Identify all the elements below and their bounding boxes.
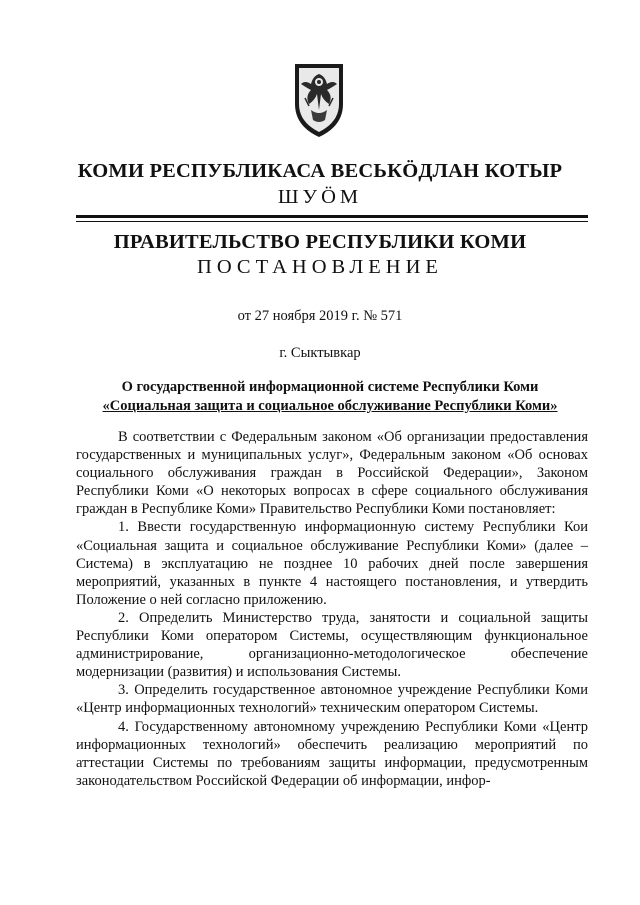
item-paragraph: 1. Ввести государственную информационную систему Республики Кои «Социальная защита и социальное обслуживание Республики Коми» (далее – Система) в эксплуатацию не позднее 10 рабочих дней после завершения мероприятий, указанных в пункте 4 настоящего постановления, и утвердить Положение о ней согласно приложению. — [76, 519, 588, 608]
preamble-paragraph: В соответствии с Федеральным законом «Об организации предоставления государственных и муниципальных услуг», Федеральным законом «Об основах социального обслуживания граждан в Российской Федерации», Законом Республики Коми «О некоторых вопросах в сфере социального обслуживания граждан в Республике Коми» Правительство Республики Коми постановляет: — [76, 429, 588, 518]
government-title: ПРАВИТЕЛЬСТВО РЕСПУБЛИКИ КОМИ — [113, 231, 527, 253]
item-paragraph: 2. Определить Министерство труда, занятости и социальной защиты Республики Коми оператором Системы, осуществляющим функциональное администрирование, организационно-методологическое обеспечение модернизации (развития) и использования Системы. — [76, 609, 588, 681]
decree-heading: ПОСТАНОВЛЕНИЕ — [197, 256, 443, 278]
decree-body — [76, 428, 588, 790]
header-divider-thin — [76, 221, 588, 222]
komi-header-subtitle: ШУÖМ — [277, 186, 363, 208]
item-paragraph: 4. Государственному автономному учреждению Республики Коми «Центр информационных технологий» обеспечить реализацию мероприятий по аттестации Системы по требованиям защиты информации, предусмотренным законодательством Российской Федерации об информации, инфор- — [76, 718, 588, 789]
coat-of-arms-emblem — [291, 60, 347, 140]
komi-header-title: КОМИ РЕСПУБЛИКАСА ВЕСЬКӦДЛАН КОТЫР — [77, 160, 563, 182]
decree-city: г. Сыктывкар — [279, 345, 361, 361]
item-paragraph: 3. Определить государственное автономное учреждение Республики Коми «Центр информационных технологий» техническим оператором Системы. — [76, 682, 588, 717]
header-divider-thick — [76, 215, 588, 218]
decree-title — [70, 378, 590, 416]
decree-date-number: от 27 ноября 2019 г. № 571 — [237, 308, 403, 324]
decree-title-line-2: «Социальная защита и социальное обслуживание Республики Коми» — [102, 398, 558, 414]
decree-title-line-1: О государственной информационной системе Республики Коми — [121, 379, 539, 395]
